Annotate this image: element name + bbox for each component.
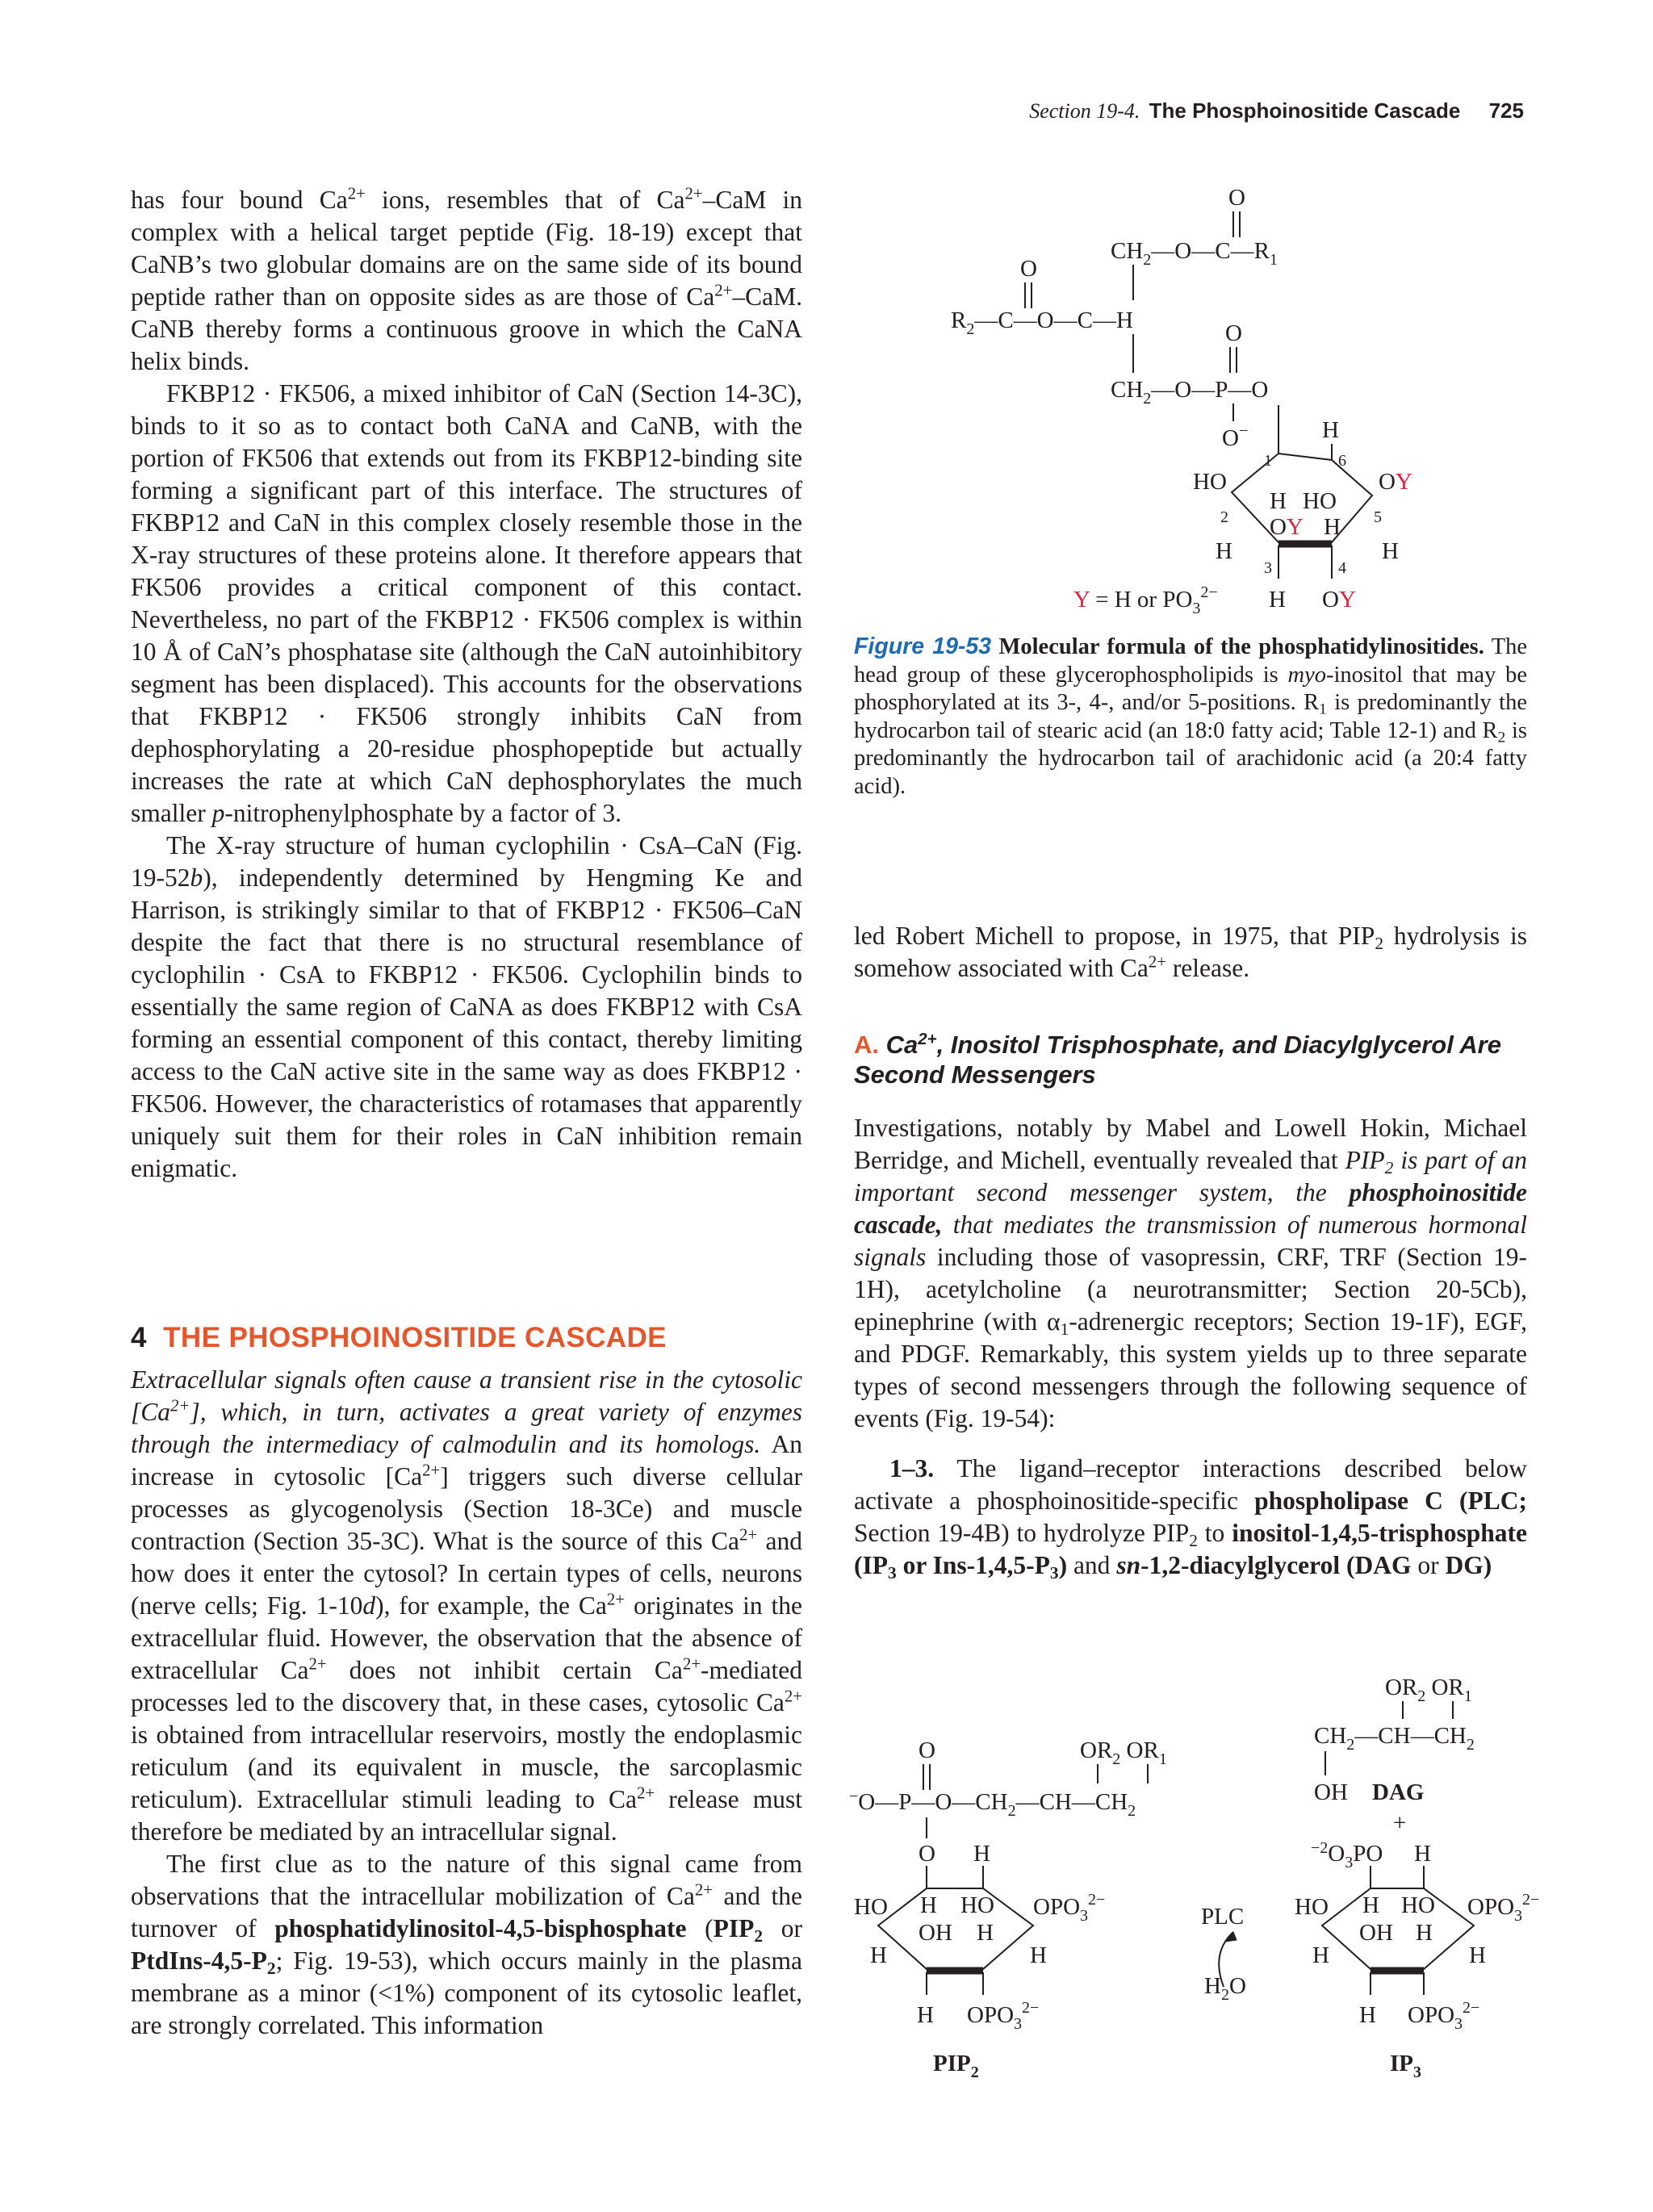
running-head bbox=[1029, 98, 1524, 123]
svg-text:H: H bbox=[1322, 417, 1339, 443]
svg-text:HO: HO bbox=[1295, 1894, 1329, 1920]
svg-text:OR2 OR1: $OR_2$ $OR_1$ bbox=[1080, 1737, 1167, 1768]
svg-text:DAG: DAG bbox=[1372, 1779, 1425, 1805]
svg-text:O: O bbox=[1020, 256, 1037, 282]
svg-text:OPO32−: $OPO_3^{2-}$ bbox=[1408, 1999, 1480, 2033]
svg-text:H: H bbox=[1359, 2002, 1376, 2028]
svg-text:CH2—O—P—O: $CH_2—O—P—O$ bbox=[1111, 377, 1269, 408]
figure-caption: Figure 19-53 Molecular formula of the phosphatidylinositides. The head group of these glycerophospholipids is myo-inositol that may be phosphorylated at its 3-, 4-, and/or 5-positions. $R_1$ is predominantly the hydrocarbon tail of stearic acid (an 18:0 fatty acid; Table 12-1) and $R_2$ is predominantly the hydrocarbon tail of arachidonic acid (a 20:4 fatty acid). bbox=[854, 633, 1528, 799]
svg-text:O: O bbox=[919, 1841, 935, 1867]
svg-text:−2O3PO: $^{-2}O_3PO$ bbox=[1311, 1839, 1383, 1871]
svg-text:OH: OH bbox=[1314, 1779, 1348, 1805]
ip3-label: $IP_3$ bbox=[1390, 2051, 1421, 2081]
svg-text:HO: HO bbox=[960, 1892, 994, 1918]
section-heading bbox=[131, 1322, 809, 1354]
svg-text:OY: OY bbox=[1379, 469, 1412, 495]
svg-text:H: H bbox=[1362, 1892, 1379, 1918]
svg-text:H: H bbox=[1270, 488, 1287, 514]
phosphatidylinositide-structure bbox=[854, 179, 1532, 627]
svg-text:HO: HO bbox=[854, 1894, 888, 1920]
pip2-label: $PIP_2$ bbox=[933, 2051, 979, 2081]
svg-text:5: 5 bbox=[1374, 508, 1382, 526]
svg-text:H: H bbox=[1269, 587, 1286, 613]
paragraph-fkbp12: FKBP12 · FK506, a mixed inhibitor of CaN (Section 14-3C), binds to it so as to contact both CaNA and CaNB, with the portion of FK506 that extends out from its FKBP12-binding site forming a significant part of this interface. The structures of FKBP12 and CaN in this complex closely resemble those in the X-ray structures of these proteins alone. It therefore appears that FK506 provides a critical component of this contact. Nevertheless, no part of the FKBP12 · FK506 complex is within 10 Å of CaN’s phosphatase site (although the CaN autoinhibitory segment has been displaced). This accounts for the observations that FKBP12 · FK506 strongly inhibits CaN from dephosphorylating a 20-residue phosphopeptide but actually increases the rate at which CaN dephosphorylates the much smaller p-nitrophenylphosphate by a factor of 3. bbox=[131, 379, 802, 827]
paragraph-canb: has four bound $Ca^{2+}$ ions, resembles that of $Ca^{2+}$–CaM in complex with a helical target peptide (Fig. 18-19) except that CaNB’s two globular domains are on the same side of its bound peptide rather than on opposite sides as are those of $Ca^{2+}$–CaM. CaNB thereby forms a continuous groove in which the CaNA helix binds. bbox=[131, 184, 802, 375]
svg-text:HO: HO bbox=[1193, 469, 1227, 495]
svg-text:H: H bbox=[920, 1892, 937, 1918]
svg-text:O: O bbox=[919, 1737, 935, 1763]
svg-text:O−: O− bbox=[1222, 422, 1249, 451]
paragraph-cyclophilin: The X-ray structure of human cyclophilin · CsA–CaN (Fig. 19-52b), independently determined by Hengming Ke and Harrison, is strikingly similar to that of FKBP12 · FK506–CaN despite the fact that there is no structural resemblance of cyclophilin · CsA to FKBP12 · FK506. Cyclophilin binds to essentially the same region of CaNA as does FKBP12 with CsA forming an essential component of this contact, thereby limiting access to the CaN active site in the same way as does FKBP12 · FK506. However, the characteristics of rotamases that apparently uniquely suit them for their roles in CaN inhibition remain enigmatic. bbox=[131, 831, 802, 1182]
running-head-section: Section 19-4. bbox=[1029, 99, 1140, 123]
right-column-continuation bbox=[854, 920, 1527, 985]
paragraph-michell: led Robert Michell to propose, in 1975, that $PIP_2$ hydrolysis is somehow associated with $Ca^{2+}$ release. bbox=[854, 922, 1528, 982]
svg-text:OY: OY bbox=[1322, 587, 1356, 613]
svg-text:R2—C—O—C—H: $R_2—C—O—C—H$ bbox=[951, 307, 1133, 338]
svg-text:OPO32−: $OPO_3^{2-}$ bbox=[967, 1999, 1040, 2033]
svg-text:H: H bbox=[1324, 514, 1341, 540]
right-column-body bbox=[854, 1112, 1527, 1582]
svg-text:H: H bbox=[973, 1841, 990, 1867]
paragraph-investigations: Investigations, notably by Mabel and Lowell Hokin, Michael Berridge, and Michell, eventually revealed that $PIP_2$ is part of an important second messenger system, the phosphoinositide cascade, that mediates the transmission of numerous hormonal signals including those of vasopressin, CRF, TRF (Section 19-1H), acetylcholine (a neurotransmitter; Section 20-5Cb), epinephrine (with $\alpha_1$-adrenergic receptors; Section 19-1F), EGF, and PDGF. Remarkably, this system yields up to three separate types of second messengers through the following sequence of events (Fig. 19-54): bbox=[854, 1114, 1527, 1432]
subsection-heading: A. $Ca^{2+}$, Inositol Trisphosphate, and Diacylglycerol Are Second Messengers bbox=[854, 1029, 1501, 1089]
section-intro bbox=[131, 1364, 802, 2042]
svg-text:OH: OH bbox=[1359, 1920, 1393, 1946]
figure-number: Figure 19-53 bbox=[854, 633, 992, 659]
svg-text:4: 4 bbox=[1338, 559, 1346, 577]
svg-text:+: + bbox=[1393, 1810, 1407, 1836]
svg-text:−O—P—O—CH2—CH—CH2: $^-O—P—O—CH_2—CH—CH_2$ bbox=[849, 1788, 1136, 1820]
svg-text:OPO32−: $OPO_3^{2-}$ bbox=[1467, 1891, 1540, 1925]
svg-text:PLC: PLC bbox=[1201, 1904, 1245, 1930]
section-title: THE PHOSPHOINOSITIDE CASCADE bbox=[163, 1322, 667, 1353]
paragraph-first-clue: The first clue as to the nature of this signal came from observations that the intracellular mobilization of $Ca^{2+}$ and the turnover of phosphatidylinositol-4,5-bisphosphate ($PIP_2$ or PtdIns-$4,5-P_2$; Fig. 19-53), which occurs mainly in the plasma membrane as a minor (<1%) component of its cytosolic leaflet, are strongly correlated. This information bbox=[131, 1850, 803, 2039]
svg-text:6: 6 bbox=[1338, 452, 1346, 470]
svg-text:H: H bbox=[1416, 1920, 1433, 1946]
svg-text:H: H bbox=[1414, 1841, 1431, 1867]
svg-text:HO: HO bbox=[1303, 488, 1337, 514]
svg-text:OY: OY bbox=[1270, 514, 1304, 540]
svg-text:OR2 OR1: $OR_2$ $OR_1$ bbox=[1385, 1675, 1472, 1705]
svg-text:OH: OH bbox=[919, 1920, 952, 1946]
svg-text:H: H bbox=[977, 1920, 994, 1946]
svg-text:H: H bbox=[870, 1942, 887, 1968]
svg-text:CH2—CH—CH2: $CH_2—CH—CH_2$ bbox=[1314, 1723, 1475, 1754]
svg-text:OPO32−: $OPO_3^{2-}$ bbox=[1033, 1891, 1106, 1925]
svg-text:HO: HO bbox=[1401, 1892, 1435, 1918]
svg-text:H: H bbox=[917, 2002, 934, 2028]
paragraph-steps: 1–3. The ligand–receptor interactions described below activate a phosphoinositide-specific phospholipase C (PLC; Section 19-4B) to hydrolyze $PIP_2$ to inositol-1,4,5-trisphosphate ($IP_3$ or Ins-$1,4,5-P_3$) and sn-1,2-diacylglycerol (DAG or DG) bbox=[854, 1454, 1528, 1583]
svg-text:H2O: $H_2O$ bbox=[1204, 1973, 1246, 2004]
section-number: 4 bbox=[131, 1322, 147, 1353]
svg-text:O: O bbox=[1228, 185, 1245, 211]
svg-text:1: 1 bbox=[1264, 452, 1272, 470]
svg-text:3: 3 bbox=[1264, 559, 1272, 577]
svg-text:Y = H or PO32−: Y = H or $PO_3^{2-}$ bbox=[1073, 583, 1218, 617]
page-number: 725 bbox=[1488, 98, 1524, 123]
svg-text:H: H bbox=[1382, 538, 1399, 564]
plc-hydrolysis-scheme bbox=[846, 1662, 1540, 2082]
running-head-title: The Phosphoinositide Cascade bbox=[1149, 98, 1461, 123]
svg-text:H: H bbox=[1312, 1942, 1329, 1968]
figure-title: Molecular formula of the phosphatidylinositides. bbox=[998, 634, 1484, 659]
svg-text:2: 2 bbox=[1220, 508, 1228, 526]
svg-text:H: H bbox=[1469, 1942, 1486, 1968]
paragraph-intro: Extracellular signals often cause a transient rise in the cytosolic $[Ca^{2+}]$, which, in turn, activates a great variety of enzymes through the intermediacy of calmodulin and its homologs. An increase in cytosolic $[Ca^{2+}]$ triggers such diverse cellular processes as glycogenolysis (Section 18-3Ce) and muscle contraction (Section 35-3C). What is the source of this $Ca^{2+}$ and how does it enter the cytosol? In certain types of cells, neurons (nerve cells; Fig. 1-10d), for example, the $Ca^{2+}$ originates in the extracellular fluid. However, the observation that the absence of extracellular $Ca^{2+}$ does not inhibit certain $Ca^{2+}$-mediated processes led to the discovery that, in these cases, cytosolic $Ca^{2+}$ is obtained from intracellular reservoirs, mostly the endoplasmic reticulum (and its equivalent in muscle, the sarcoplasmic reticulum). Extracellular stimuli leading to $Ca^{2+}$ release must therefore be mediated by an intracellular signal. bbox=[131, 1365, 803, 1846]
left-column bbox=[131, 184, 802, 1185]
svg-text:H: H bbox=[1216, 538, 1232, 564]
svg-text:CH2—O—C—R1: $CH_2—O—C—R_1$ bbox=[1111, 238, 1278, 269]
svg-text:H: H bbox=[1030, 1942, 1047, 1968]
svg-text:O: O bbox=[1225, 320, 1242, 346]
